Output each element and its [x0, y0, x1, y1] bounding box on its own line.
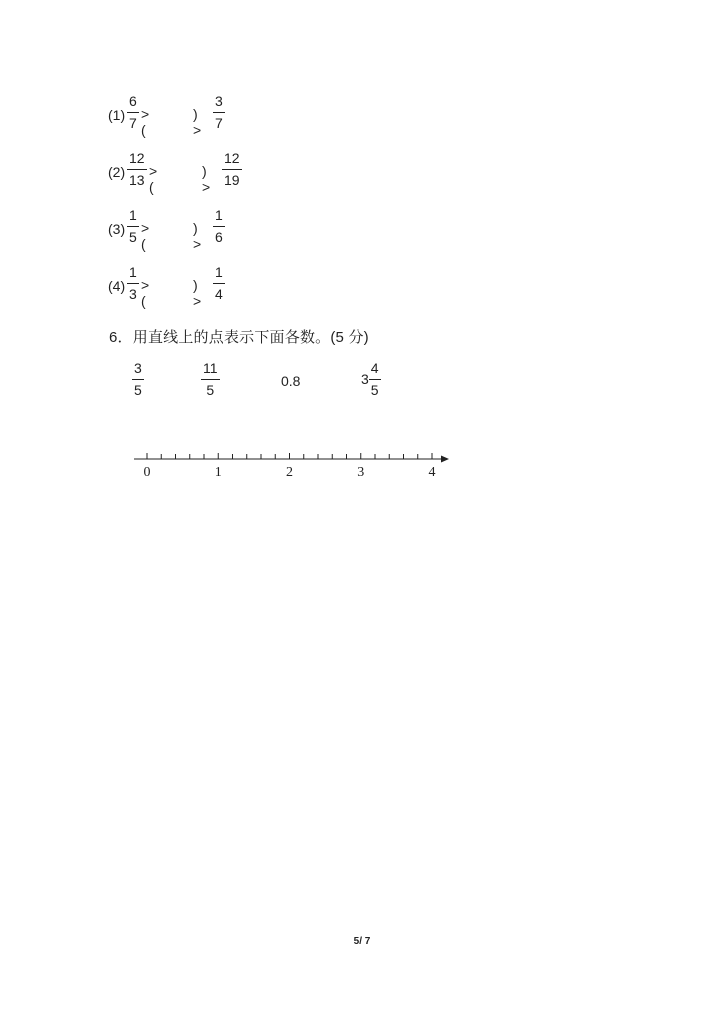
page-number: 5/ 7	[353, 936, 371, 947]
number-line	[0, 440, 724, 500]
denominator: 7	[215, 115, 223, 131]
numerator: 1	[215, 207, 223, 223]
number-mixed	[361, 360, 381, 398]
denominator: 3	[129, 286, 137, 302]
fraction-bar	[213, 112, 225, 113]
question-6-heading: 6．用直线上的点表示下面各数。(5 分)	[109, 329, 369, 346]
fraction-bar	[127, 169, 147, 170]
tick-label: 2	[286, 465, 293, 480]
right-fraction	[213, 93, 225, 131]
number-line-labels	[144, 465, 436, 480]
close-bracket: ) >	[193, 106, 202, 138]
number-eleven-fifths	[201, 360, 220, 398]
whole-part: 3	[361, 371, 369, 387]
numerator: 4	[370, 360, 379, 376]
fraction-part	[369, 360, 381, 398]
denominator: 5	[129, 229, 137, 245]
tick-label: 0	[143, 465, 151, 480]
problem-label: (2)	[108, 164, 126, 180]
denominator: 4	[215, 286, 223, 302]
numerator: 1	[129, 264, 137, 280]
fraction-bar	[132, 379, 144, 380]
denominator: 6	[215, 229, 223, 245]
left-fraction	[127, 207, 139, 245]
denominator: 13	[129, 172, 145, 188]
numerator: 12	[129, 150, 145, 166]
denominator: 5	[206, 382, 215, 398]
denominator: 19	[224, 172, 240, 188]
numerator: 1	[129, 207, 137, 223]
number-line-ticks	[147, 453, 432, 459]
open-bracket: > (	[141, 106, 150, 138]
close-bracket: ) >	[202, 163, 211, 195]
right-fraction	[222, 150, 242, 188]
open-bracket: > (	[141, 220, 150, 252]
fraction-bar	[213, 283, 225, 284]
problem-label: (4)	[108, 278, 126, 294]
numerator: 3	[215, 93, 223, 109]
numerator: 11	[203, 360, 218, 376]
fraction-bar	[201, 379, 220, 380]
denominator: 5	[134, 382, 142, 398]
number-three-fifths	[132, 360, 144, 398]
numerator: 3	[134, 360, 142, 376]
open-bracket: > (	[149, 163, 158, 195]
problem-label: (3)	[108, 221, 126, 237]
fraction-bar	[222, 169, 242, 170]
close-bracket: ) >	[193, 220, 202, 252]
fraction-bar	[127, 226, 139, 227]
numerator: 6	[129, 93, 137, 109]
numerator: 12	[224, 150, 240, 166]
tick-label: 1	[214, 465, 222, 480]
problem-label: (1)	[108, 107, 126, 123]
tick-label: 3	[357, 465, 365, 480]
denominator: 7	[129, 115, 137, 131]
fraction-bar	[213, 226, 225, 227]
fraction-bar	[369, 379, 381, 380]
left-fraction	[127, 264, 139, 302]
right-fraction	[213, 207, 225, 245]
numerator: 1	[215, 264, 223, 280]
right-fraction	[213, 264, 225, 302]
tick-label: 4	[428, 465, 436, 480]
fraction-bar	[127, 283, 139, 284]
close-bracket: ) >	[193, 277, 202, 309]
fraction-bar	[127, 112, 139, 113]
left-fraction	[127, 93, 139, 131]
number-decimal: 0.8	[281, 373, 301, 389]
left-fraction	[127, 150, 147, 188]
denominator: 5	[370, 382, 379, 398]
open-bracket: > (	[141, 277, 150, 309]
axis-arrow-icon	[441, 456, 449, 463]
